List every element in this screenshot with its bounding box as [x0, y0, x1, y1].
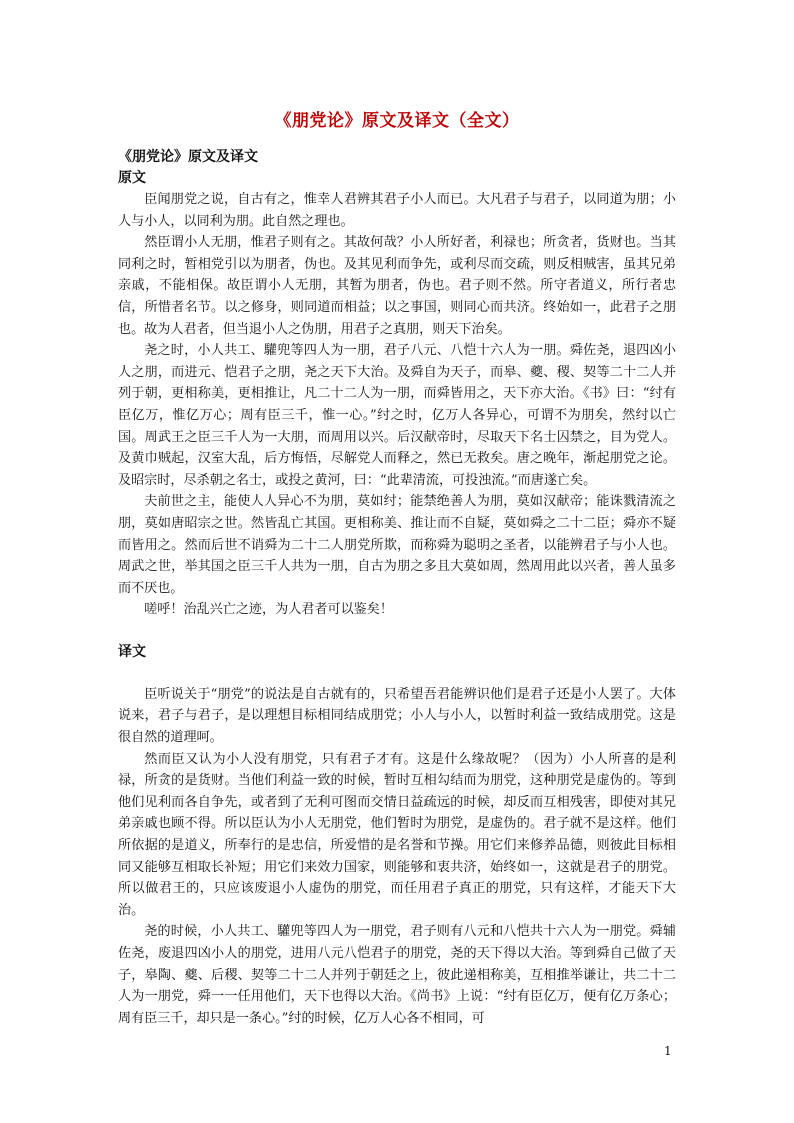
document-page	[118, 96, 676, 1029]
document-title: 《朋党论》原文及译文（全文）	[274, 111, 520, 131]
original-paragraph: 夫前世之主，能使人人异心不为朋，莫如纣；能禁绝善人为朋，莫如汉献帝；能诛戮清流之朋，莫如唐昭宗之世。然皆乱亡其国。更相称美、推让而不自疑，莫如舜之二十二臣；舜亦不疑而皆用之。然而后世不诮舜为二十二人朋党所欺，而称舜为聪明之圣者，以能辨君子与小人也。周武之世，举其国之臣三千人共为一朋，自古为朋之多且大莫如周，然周用此以兴者，善人虽多而不厌也。	[118, 494, 676, 596]
section-spacer	[118, 621, 676, 642]
translation-paragraph: 然而臣又认为小人没有朋党，只有君子才有。这是什么缘故呢？（因为）小人所喜的是利禄，所贪的是货财。当他们利益一致的时候，暂时互相勾结而为朋党，这种朋党是虚伪的。等到他们见利而各自争先，或者到了无利可图而交情日益疏远的时候，却反而互相残害，即使对其兄弟亲戚也顾不得。所以臣认为小人无朋党，他们暂时为朋党，是虚伪的。君子就不是这样。他们所依据的是道义，所奉行的是忠信，所爱惜的是名誉和节操。用它们来修养品德，则彼此目标相同又能够互相取长补短；用它们来效力国家，则能够和衷共济，始终如一，这就是君子的朋党。所以做君王的，只应该废退小人虚伪的朋党，而任用君子真正的朋党，只有这样，才能天下大治。	[118, 751, 676, 918]
translation-paragraph: 臣听说关于“朋党”的说法是自古就有的，只希望吾君能辨识他们是君子还是小人罢了。大体说来，君子与君子，是以理想目标相同结成朋党；小人与小人，以暂时利益一致结成朋党。这是很自然的道理呵。	[118, 686, 676, 746]
translation-paragraph: 尧的时候，小人共工、驩兜等四人为一朋党，君子则有八元和八恺共十六人为一朋党。舜辅佐尧，废退四凶小人的朋党，进用八元八恺君子的朋党，尧的天下得以大治。等到舜自己做了天子，皋陶、夔、后稷、契等二十二人并列于朝廷之上，彼此递相称美，互相推举谦让，共二十二人为一朋党，舜一一任用他们，天下也得以大治。《尚书》上说：“纣有臣亿万，便有亿万条心；周有臣三千，却只是一条心。”纣的时候，亿万人心各不相同，可	[118, 924, 676, 1026]
original-paragraph: 然臣谓小人无朋，惟君子则有之。其故何哉？小人所好者，利禄也；所贪者，货财也。当其同利之时，暂相党引以为朋者，伪也。及其见利而争先，或利尽而交疏，则反相贼害，虽其兄弟亲戚，不能相保。故臣谓小人无朋，其暂为朋者，伪也。君子则不然。所守者道义，所行者忠信，所惜者名节。以之修身，则同道而相益；以之事国，则同心而共济。终始如一，此君子之朋也。故为人君者，但当退小人之伪朋，用君子之真朋，则天下治矣。	[118, 235, 676, 337]
original-paragraph: 尧之时，小人共工、驩兜等四人为一朋，君子八元、八恺十六人为一朋。舜佐尧，退四凶小人之朋，而进元、恺君子之朋，尧之天下大治。及舜自为天子，而皋、夔、稷、契等二十二人并列于朝，更相称美，更相推让，凡二十二人为一朋，而舜皆用之，天下亦大治。《书》曰：“纣有臣亿万，惟亿万心；周有臣三千，惟一心。”纣之时，亿万人各异心，可谓不为朋矣，然纣以亡国。周武王之臣三千人为一大朋，而周用以兴。后汉献帝时，尽取天下名士囚禁之，目为党人。及黄巾贼起，汉室大乱，后方悔悟，尽解党人而释之，然已无救矣。唐之晚年，渐起朋党之论。及昭宗时，尽杀朝之名士，或投之黄河，曰：“此辈清流，可投浊流。”而唐遂亡矣。	[118, 343, 676, 488]
translation-heading: 译文	[118, 643, 146, 660]
original-paragraph: 臣闻朋党之说，自古有之，惟幸人君辨其君子小人而已。大凡君子与君子，以同道为朋；小人与小人，以同利为朋。此自然之理也。	[118, 192, 676, 229]
original-paragraph: 嗟呼！治乱兴亡之迹，为人君者可以鉴矣！	[144, 602, 393, 618]
section-spacer	[118, 663, 676, 684]
page-number: 1	[664, 1044, 672, 1058]
original-heading: 原文	[118, 170, 146, 186]
document-subtitle: 《朋党论》原文及译文	[118, 149, 258, 165]
